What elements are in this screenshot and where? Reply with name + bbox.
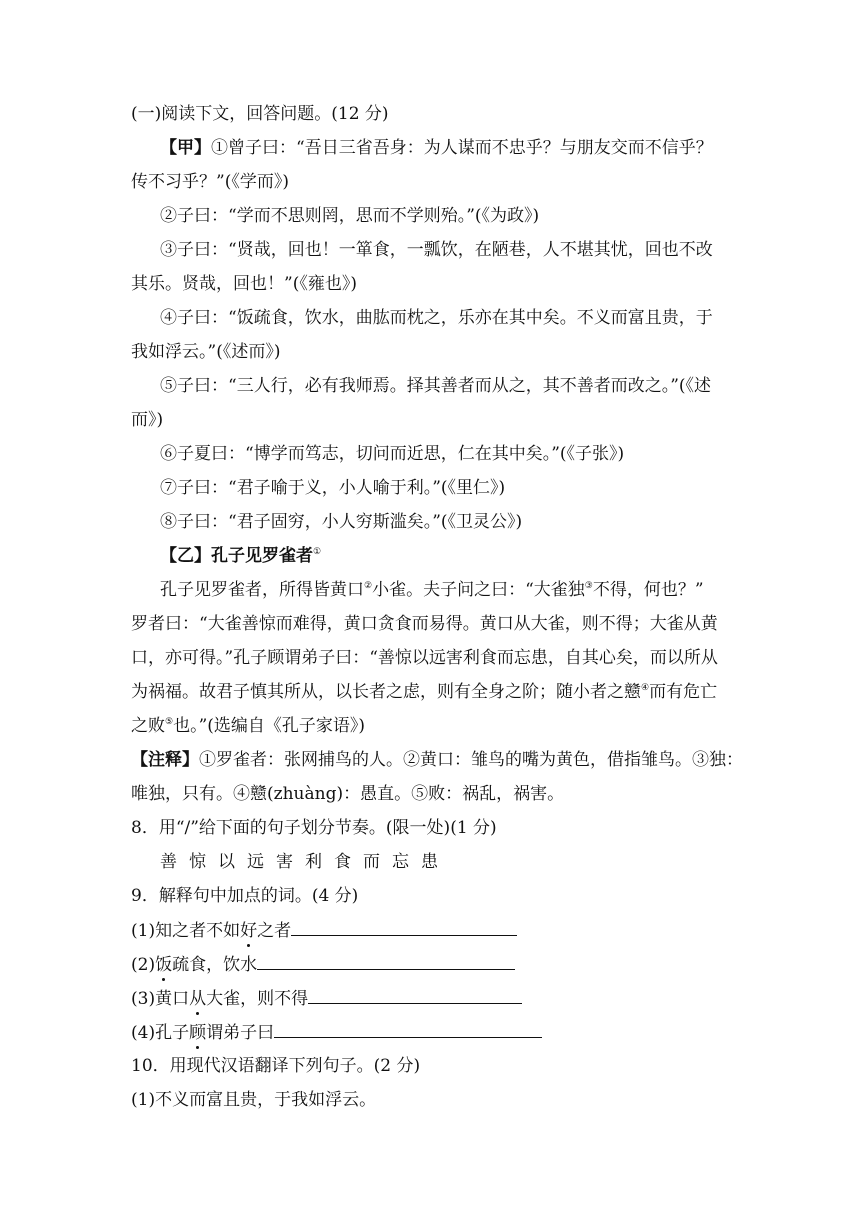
jia-q1-line2: 传不习乎？”(《学而》) [131, 172, 289, 192]
question-9-item-4 [131, 1021, 542, 1044]
q9-3-post: 大雀，则不得 [206, 989, 309, 1009]
yi-p5-a: 之败 [131, 716, 165, 736]
notes-label: 【注释】 [131, 750, 199, 770]
q9-3-pre: (3)黄口 [131, 989, 190, 1009]
question-8-prompt: 8．用“/”给下面的句子划分节奏。(限一处)(1 分) [131, 818, 497, 838]
yi-para-line5 [131, 715, 365, 737]
jia-q4-line2: 我如浮云。”(《述而》) [131, 342, 281, 362]
jia-q2: ②子曰：“学而不思则罔，思而不学则殆。”(《为政》) [160, 206, 540, 226]
q9-1-dotted-word: 好 [240, 921, 258, 941]
yi-para-line1 [160, 579, 704, 601]
jia-q1-text: ①曾子曰：“吾日三省吾身：为人谋而不忠乎？与朋友交而不信乎？ [211, 138, 713, 158]
q9-1-post: 之者 [257, 921, 292, 941]
yi-p1-c: 不得，何也？” [592, 580, 704, 600]
yi-para-line2: 罗者曰：“大雀善惊而难得，黄口贪食而易得。黄口从大雀，则不得；大雀从黄 [131, 614, 718, 634]
q9-3-dotted-word: 从 [189, 989, 207, 1009]
jia-q7: ⑦子曰：“君子喻于义，小人喻于利。”(《里仁》) [160, 478, 506, 498]
note-ref-3: ③ [584, 581, 593, 591]
jia-q3-line1: ③子曰：“贤哉，回也！一箪食，一瓢饮，在陋巷，人不堪其忧，回也不改 [160, 240, 713, 260]
jia-q5-line1: ⑤子曰：“三人行，必有我师焉。择其善者而从之，其不善者而改之。”(《述 [160, 376, 712, 396]
q9-4-dotted-word: 顾 [189, 1023, 207, 1043]
section-header: (一)阅读下文，回答问题。(12 分) [131, 104, 389, 124]
notes-text1: ①罗雀者：张网捕鸟的人。②黄口：雏鸟的嘴为黄色，借指雏鸟。③独： [199, 750, 743, 770]
jia-q1-line1 [160, 137, 713, 159]
yi-title: 孔子见罗雀者 [211, 546, 313, 566]
yi-p4-a: 为祸福。故君子慎其所从，以长者之虑，则有全身之阶；随小者之戆 [131, 682, 641, 702]
answer-blank-9-3[interactable] [308, 987, 522, 1004]
yi-p5-b: 也。”(选编自《孔子家语》) [173, 716, 366, 736]
yi-title-note: ① [313, 547, 322, 557]
jia-q4-line1: ④子曰：“饭疏食，饮水，曲肱而枕之，乐亦在其中矣。不义而富且贵，于 [160, 308, 713, 328]
question-10-prompt: 10．用现代汉语翻译下列句子。(2 分) [131, 1056, 421, 1076]
q9-2-pre: (2) [131, 955, 156, 975]
note-ref-4: ④ [641, 683, 650, 693]
notes-line2: 唯独，只有。④戆(zhuàng)：愚直。⑤败：祸乱，祸害。 [131, 784, 565, 804]
question-9-item-2 [131, 953, 515, 976]
question-9-prompt: 9．解释句中加点的词。(4 分) [131, 886, 359, 906]
yi-p4-b: 而有危亡 [649, 682, 718, 702]
q9-4-post: 谓弟子曰 [206, 1023, 275, 1043]
yi-heading [160, 545, 321, 567]
q9-1-pre: (1)知之者不如 [131, 921, 241, 941]
yi-label: 【乙】 [160, 546, 211, 566]
note-ref-5: ⑤ [165, 717, 174, 727]
yi-para-line4 [131, 681, 717, 703]
jia-label: 【甲】 [160, 138, 211, 158]
question-8-sentence[interactable]: 善惊以远害利食而忘患 [160, 852, 450, 872]
answer-blank-9-1[interactable] [291, 919, 517, 936]
answer-blank-9-4[interactable] [274, 1021, 542, 1038]
jia-q8: ⑧子曰：“君子固穷，小人穷斯滥矣。”(《卫灵公》) [160, 512, 523, 532]
answer-blank-9-2[interactable] [257, 953, 515, 970]
question-9-item-1 [131, 919, 517, 942]
q9-2-post: 疏食，饮水 [172, 955, 258, 975]
q9-4-pre: (4)孔子 [131, 1023, 190, 1043]
question-9-item-3 [131, 987, 522, 1010]
jia-q5-line2: 而》) [131, 410, 164, 430]
jia-q6: ⑥子夏曰：“博学而笃志，切问而近思，仁在其中矣。”(《子张》) [160, 444, 625, 464]
notes-line1 [131, 749, 743, 771]
yi-p1-a: 孔子见罗雀者，所得皆黄口 [160, 580, 364, 600]
yi-p1-b: 小雀。夫子问之曰：“大雀独 [372, 580, 585, 600]
q9-2-dotted-word: 饭 [155, 955, 173, 975]
note-ref-2: ② [364, 581, 373, 591]
yi-para-line3: 口，亦可得。”孔子顾谓弟子曰：“善惊以远害利食而忘患，自其心矣，而以所从 [131, 648, 718, 668]
jia-q3-line2: 其乐。贤哉，回也！”(《雍也》) [131, 274, 357, 294]
question-10-item-1: (1)不义而富且贵，于我如浮云。 [131, 1090, 377, 1110]
